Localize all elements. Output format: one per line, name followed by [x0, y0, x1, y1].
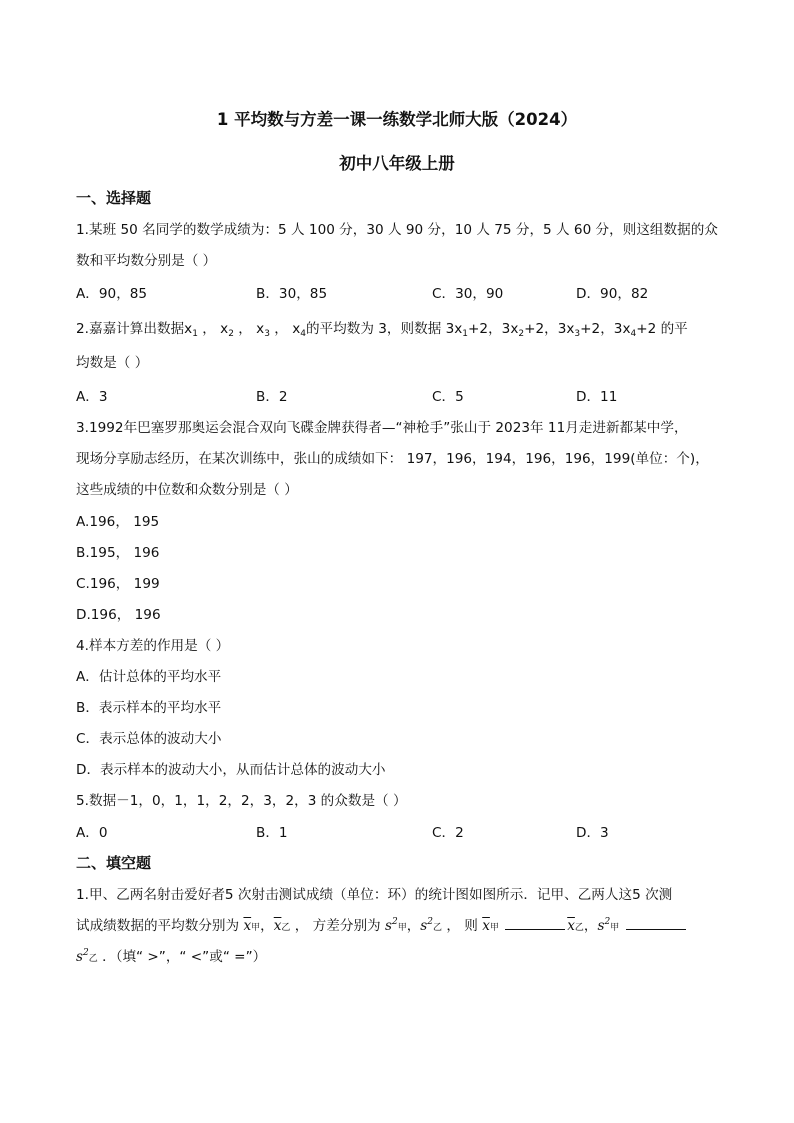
mean-yi-symbol: $\overline{x}$乙 — [273, 918, 291, 934]
q1-option-d: D．90，82 — [576, 286, 649, 302]
q3-stem-line2: 现场分享励志经历，在某次训练中，张山的成绩如下： 197，196，194，196，196，199(单位：个)， — [76, 451, 709, 467]
answer-blank-2[interactable] — [626, 917, 686, 930]
document-title: 1 平均数与方差一课一练数学北师大版（2024） — [216, 110, 578, 129]
section-heading-fill: 二、填空题 — [76, 854, 152, 872]
q2-option-b: B．2 — [256, 389, 288, 405]
q5-option-c: C．2 — [432, 825, 464, 841]
variance-jia-symbol: $s^2$甲 — [384, 917, 407, 934]
q1-option-c: C．30，90 — [432, 286, 504, 302]
q3-option-a: A.196， 195 — [76, 514, 160, 530]
fill1-text-d: ．（填“ >”，“ <”或“ =”） — [102, 949, 267, 965]
q5-option-b: B．1 — [256, 825, 288, 841]
fill1-stem-line2: 试成绩数据的平均数分别为 $\overline{x}$甲，$\overline{x}$乙 ， 方差分别为 $s^2$甲，$s^2$乙 ， 则 $\overline{x}$甲 $\overline{x}$乙，$s^2$甲 — [76, 914, 688, 934]
variance-yi-symbol-2: $s^2$乙 — [76, 948, 98, 965]
q2-expressions: $_1$+2，$3x_2+2$，$3x_3+2$，$3x_4+2$ — [462, 321, 661, 339]
q4-option-b: B．表示样本的平均水平 — [76, 700, 222, 716]
q2-stem-line2: 均数是（ ） — [76, 355, 149, 371]
q1-stem-line2: 数和平均数分别是（ ） — [76, 253, 217, 269]
q2-mid: 的平均数为 3，则数据 3x — [305, 321, 463, 337]
q2-option-d: D．11 — [576, 389, 618, 405]
q3-stem-line1: 3.1992年巴塞罗那奥运会混合双向飞碟金牌获得者—“神枪手”张山于 2023年 11月走进新都某中学， — [76, 420, 688, 436]
mean-jia-symbol: $\overline{x}$甲 — [243, 918, 261, 934]
q2-option-c: C．5 — [432, 389, 464, 405]
q5-stem: 5.数据－1，0，1，1，2，2，3，2，3 的众数是（ ） — [76, 793, 407, 809]
mean-jia-symbol-2: $\overline{x}$甲 — [482, 918, 499, 934]
answer-blank-1[interactable] — [505, 917, 565, 930]
variance-yi-symbol: $s^2$乙 — [420, 917, 443, 934]
document-subtitle: 初中八年级上册 — [339, 154, 455, 173]
q2-stem-line1 — [76, 317, 688, 339]
q1-stem-line1: 1.某班 50 名同学的数学成绩为：5 人 100 分，30 人 90 分，10 人 75 分，5 人 60 分，则这组数据的众 — [76, 222, 718, 238]
section-heading-choice: 一、选择题 — [76, 189, 152, 207]
q1-option-b: B．30，85 — [256, 286, 328, 302]
fill1-text-c: ， 则 — [446, 918, 478, 934]
variance-jia-symbol-2: $s^2$甲 — [597, 917, 620, 934]
q3-stem-line3: 这些成绩的中位数和众数分别是（ ） — [76, 482, 298, 498]
q3-option-b: B.195， 196 — [76, 545, 160, 561]
q3-option-d: D.196， 196 — [76, 607, 161, 623]
q5-option-a: A．0 — [76, 825, 108, 841]
mean-yi-symbol-2: $\overline{x}$乙 — [567, 918, 584, 934]
q1-option-a: A．90，85 — [76, 286, 148, 302]
q2-tail: 的平 — [660, 321, 688, 337]
fill1-text-b: ， 方差分别为 — [294, 918, 381, 934]
fill1-stem-line3 — [76, 945, 266, 965]
q4-stem: 4.样本方差的作用是（ ） — [76, 638, 230, 654]
q4-option-c: C．表示总体的波动大小 — [76, 731, 222, 747]
q2-option-a: A．3 — [76, 389, 108, 405]
q4-option-d: D．表示样本的波动大小，从而估计总体的波动大小 — [76, 762, 386, 778]
q4-option-a: A．估计总体的平均水平 — [76, 669, 222, 685]
fill1-stem-line1: 1.甲、乙两名射击爱好者5 次射击测试成绩（单位：环）的统计图如图所示．记甲、乙两人这5 次测 — [76, 887, 673, 903]
q3-option-c: C.196， 199 — [76, 576, 160, 592]
fill1-text-a: 试成绩数据的平均数分别为 — [76, 918, 240, 934]
q5-option-d: D．3 — [576, 825, 609, 841]
q2-variables: $x_1$ ， $x_2$ ， $x_3$ ， $x_4$ — [184, 321, 306, 339]
q2-prefix: 2.嘉嘉计算出数据 — [76, 321, 185, 337]
